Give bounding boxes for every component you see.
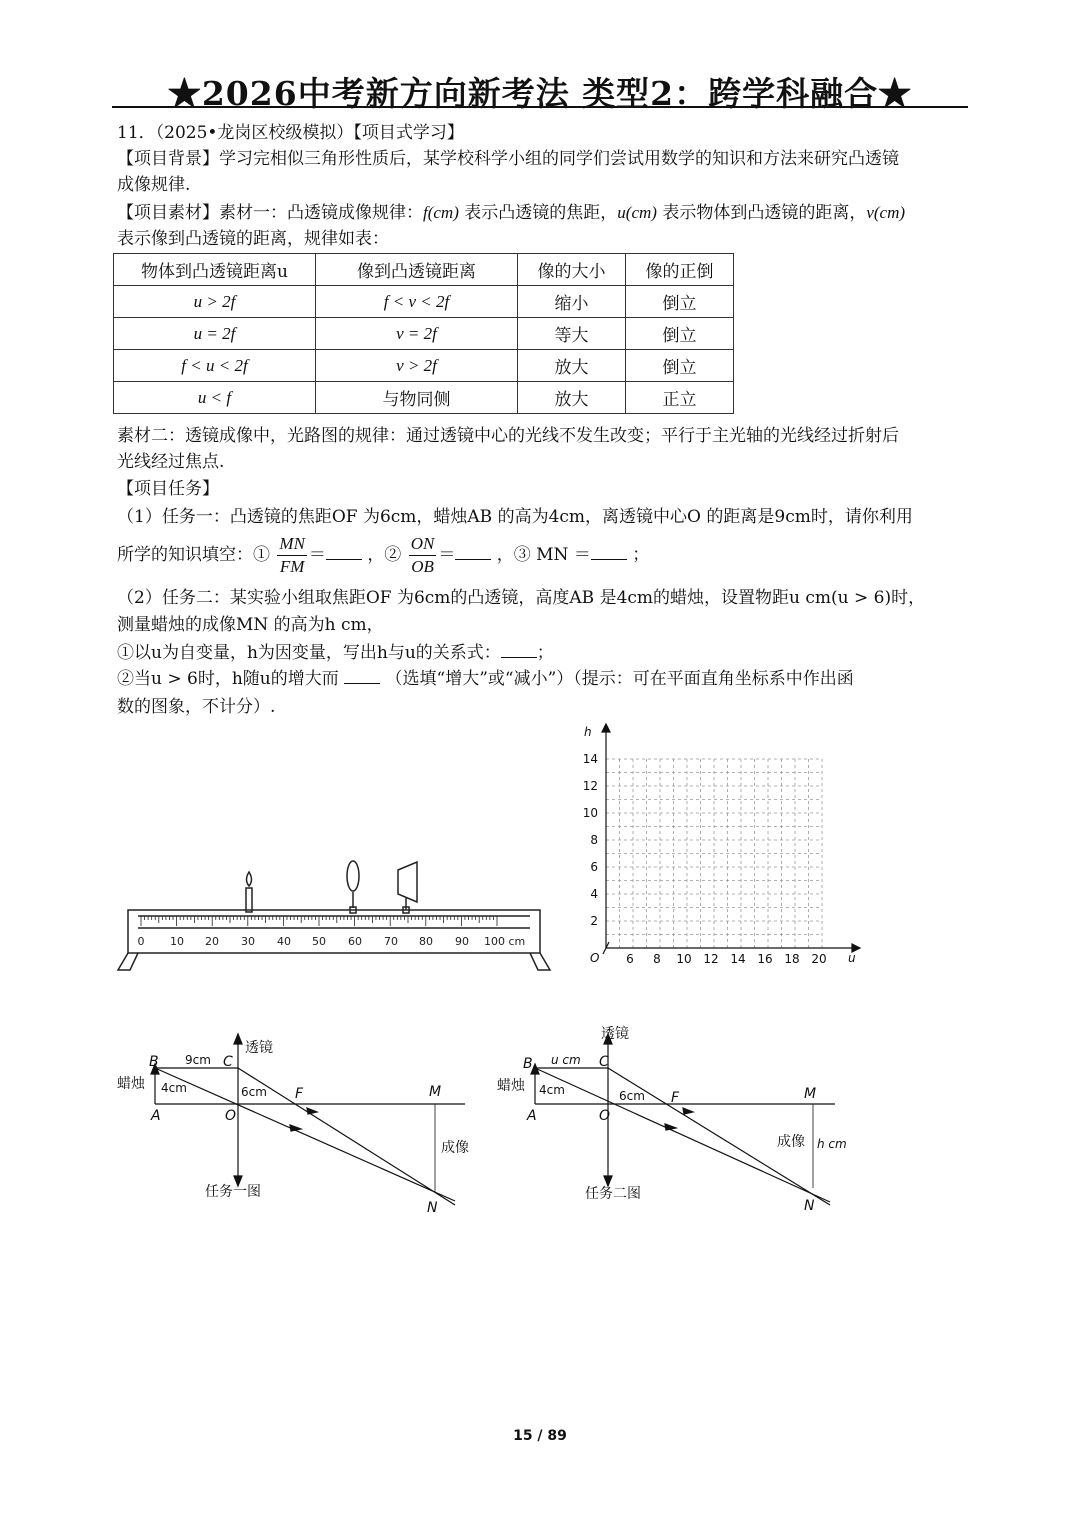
focal-symbol: f(cm)	[423, 203, 459, 222]
ray-arrow	[683, 1108, 693, 1114]
task-two-diagram	[495, 1020, 855, 1220]
y-tick-label: 6	[590, 860, 598, 874]
point-c-label: C	[223, 1054, 233, 1070]
equals-sign: ＝	[438, 545, 456, 565]
ab-length-label: 4cm	[539, 1083, 565, 1097]
point-b-label: B	[523, 1056, 533, 1072]
separator-2: ，②	[367, 545, 402, 565]
task-two-q1-text: ①以u为自变量，h为因变量，写出h与u的关系式：	[117, 643, 501, 663]
separator-3: ，③ MN ＝	[496, 545, 591, 565]
page-title: ★2026中考新方向新考法 类型2：跨学科融合★	[167, 74, 913, 113]
material-one-line-2: 表示像到凸透镜的距离，规律如表：	[117, 229, 389, 249]
table-row	[114, 318, 734, 350]
bench-tick-label: 10	[170, 935, 184, 948]
table-cell: f < u < 2f	[114, 350, 316, 382]
bench-tick-label: 70	[384, 935, 398, 948]
point-a-label: A	[151, 1108, 161, 1124]
table-cell: 放大	[518, 350, 626, 382]
material-one-lead: 【项目素材】素材一：凸透镜成像规律：	[117, 203, 423, 223]
task-one-line: （1）任务一：凸透镜的焦距OF 为6cm，蜡烛AB 的高为4cm，离透镜中心O 的距离是9cm时，请你利用	[117, 507, 913, 527]
task-one-diagram	[115, 1030, 475, 1220]
y-tick-label: 8	[590, 833, 598, 847]
point-n-label: N	[427, 1200, 438, 1216]
point-m-label: M	[429, 1084, 442, 1100]
equals-sign: ＝	[308, 545, 326, 565]
table-cell: 正立	[626, 382, 734, 414]
y-tick-label: 4	[590, 887, 598, 901]
of-length-label: 6cm	[241, 1085, 267, 1099]
image-label: 成像	[441, 1140, 469, 1156]
fraction-denominator: FM	[279, 557, 305, 576]
y-tick-label: 12	[582, 779, 598, 793]
fraction-numerator: MN	[277, 533, 307, 556]
task-two-q2-text: ②当u > 6时，h随u的增大而	[117, 669, 339, 689]
table-header: 像的正倒	[626, 254, 734, 286]
answer-blank-2[interactable]	[455, 545, 491, 560]
ray-arrow	[290, 1125, 301, 1131]
x-tick-label: 20	[811, 952, 827, 966]
x-tick-label: 6	[626, 952, 634, 966]
screen-icon	[398, 862, 417, 902]
x-tick-label: 12	[703, 952, 719, 966]
question-header: 11．（2025•龙岗区校级模拟）【项目式学习】	[117, 123, 464, 143]
bench-leg-right	[530, 953, 550, 970]
point-m-label: M	[804, 1086, 817, 1102]
bench-leg-left	[118, 953, 138, 970]
candle-label: 蜡烛	[117, 1076, 145, 1092]
x-tick-label: 14	[730, 952, 746, 966]
table-cell: 等大	[518, 318, 626, 350]
table-cell: 缩小	[518, 286, 626, 318]
ray-refracted	[238, 1068, 455, 1205]
point-b-label: B	[149, 1054, 159, 1070]
point-o-label: O	[225, 1108, 237, 1124]
point-o-label: O	[599, 1108, 611, 1124]
bench-tick-label: 20	[205, 935, 219, 948]
point-f-label: F	[295, 1086, 304, 1102]
table-cell: v > 2f	[316, 350, 518, 382]
page-number: 15 / 89	[513, 1428, 567, 1444]
figure-caption: 任务二图	[585, 1186, 641, 1202]
bc-length-label: 9cm	[185, 1053, 211, 1067]
point-f-label: F	[671, 1090, 680, 1106]
lens-icon	[347, 861, 359, 891]
fraction-on-ob	[409, 533, 437, 578]
bench-tick-label: 30	[241, 935, 255, 948]
material-one-text-2: 表示凸透镜的焦距，	[458, 203, 618, 223]
lens-rules-table	[113, 253, 734, 414]
line-end: ；	[632, 545, 650, 565]
table-row	[114, 382, 734, 414]
table-header: 像的大小	[518, 254, 626, 286]
table-header: 物体到凸透镜距离u	[114, 254, 316, 286]
figure-caption: 任务一图	[205, 1184, 261, 1200]
background-line-2: 成像规律.	[117, 175, 191, 195]
ab-length-label: 4cm	[161, 1081, 187, 1095]
table-cell: u = 2f	[114, 318, 316, 350]
bench-tick-label: 40	[277, 935, 291, 948]
material-one-line	[117, 200, 905, 226]
candle-icon	[246, 888, 252, 912]
material-two-line-1: 素材二：透镜成像中，光路图的规律：通过透镜中心的光线不发生改变；平行于主光轴的光线经过折射后	[117, 426, 899, 446]
y-tick-label: 2	[590, 914, 598, 928]
task-two-line-2: 测量蜡烛的成像MN 的高为h cm，	[117, 615, 384, 635]
table-cell: 与物同侧	[316, 382, 518, 414]
answer-blank-4[interactable]	[501, 643, 537, 658]
h-length-label: h cm	[817, 1137, 847, 1151]
task-one-fill-line	[117, 533, 649, 578]
task-one-fill-prefix: 所学的知识填空：①	[117, 545, 270, 565]
x-tick-label: 8	[653, 952, 661, 966]
x-tick-label: 18	[784, 952, 800, 966]
object-distance-symbol: u(cm)	[617, 203, 657, 222]
table-cell: v = 2f	[316, 318, 518, 350]
y-tick-label: 10	[582, 806, 598, 820]
task-two-q2-hint: （选填“增大”或“减小”）（提示：可在平面直角坐标系中作出函	[385, 669, 854, 689]
bench-tick-label: 0	[137, 935, 145, 948]
lens-arrow-bottom	[604, 1176, 612, 1186]
x-axis-label: u	[848, 951, 856, 965]
table-cell: 倒立	[626, 318, 734, 350]
image-label: 成像	[777, 1134, 805, 1150]
table-row	[114, 286, 734, 318]
point-a-label: A	[527, 1108, 537, 1124]
lens-label: 透镜	[245, 1040, 273, 1056]
bench-tick-label: 90	[455, 935, 469, 948]
image-distance-symbol: v(cm)	[866, 203, 906, 222]
lens-label: 透镜	[601, 1026, 629, 1042]
x-tick-label: 16	[757, 952, 773, 966]
point-c-label: C	[599, 1054, 609, 1070]
of-length-label: 6cm	[619, 1089, 645, 1103]
table-header: 像到凸透镜距离	[316, 254, 518, 286]
y-tick-label: 14	[582, 752, 598, 766]
candle-label: 蜡烛	[497, 1078, 525, 1094]
origin-label: O	[590, 951, 600, 965]
bench-tick-label: 80	[419, 935, 433, 948]
flame-icon	[247, 872, 252, 886]
bench-tick-label: 60	[348, 935, 362, 948]
ray-center	[155, 1068, 455, 1201]
task-two-q2-line-2: 数的图象，不计分）.	[117, 697, 276, 717]
fraction-denominator: OB	[411, 557, 434, 576]
x-tick-label: 10	[676, 952, 692, 966]
ray-arrow	[665, 1124, 676, 1130]
bench-tick-label: 100 cm	[484, 935, 526, 948]
material-two-line-2: 光线经过焦点.	[117, 452, 225, 472]
task-two-q1	[117, 640, 554, 666]
optical-bench-figure	[112, 850, 552, 975]
task-header: 【项目任务】	[117, 479, 219, 499]
fraction-numerator: ON	[409, 533, 437, 556]
y-axis-label: h	[584, 725, 592, 739]
coordinate-grid	[570, 720, 870, 970]
task-two-q2	[117, 666, 854, 692]
table-cell: 放大	[518, 382, 626, 414]
bench-tick-label: 50	[312, 935, 326, 948]
lens-arrow-top	[234, 1034, 242, 1044]
title-rule	[112, 106, 968, 108]
answer-blank-3[interactable]	[591, 545, 627, 560]
table-header-row	[114, 254, 734, 286]
bc-length-label: u cm	[551, 1053, 581, 1067]
table-cell: u < f	[114, 382, 316, 414]
table-cell: f < v < 2f	[316, 286, 518, 318]
task-two-line-1: （2）任务二：某实验小组取焦距OF 为6cm的凸透镜，高度AB 是4cm的蜡烛，设置物距u cm(u > 6)时，	[117, 588, 926, 608]
answer-blank-5[interactable]	[344, 669, 380, 684]
y-axis-arrow	[602, 724, 610, 732]
material-one-text-3: 表示物体到凸透镜的距离，	[656, 203, 867, 223]
table-row	[114, 350, 734, 382]
table-cell: 倒立	[626, 350, 734, 382]
answer-blank-1[interactable]	[326, 545, 362, 560]
table-cell: 倒立	[626, 286, 734, 318]
table-cell: u > 2f	[114, 286, 316, 318]
ray-arrow	[307, 1108, 317, 1114]
task-two-q1-end: ；	[536, 643, 554, 663]
fraction-mn-fm	[277, 533, 307, 578]
point-n-label: N	[804, 1198, 815, 1214]
background-line-1: 【项目背景】学习完相似三角形性质后，某学校科学小组的同学们尝试用数学的知识和方法来研究凸透镜	[117, 149, 899, 169]
